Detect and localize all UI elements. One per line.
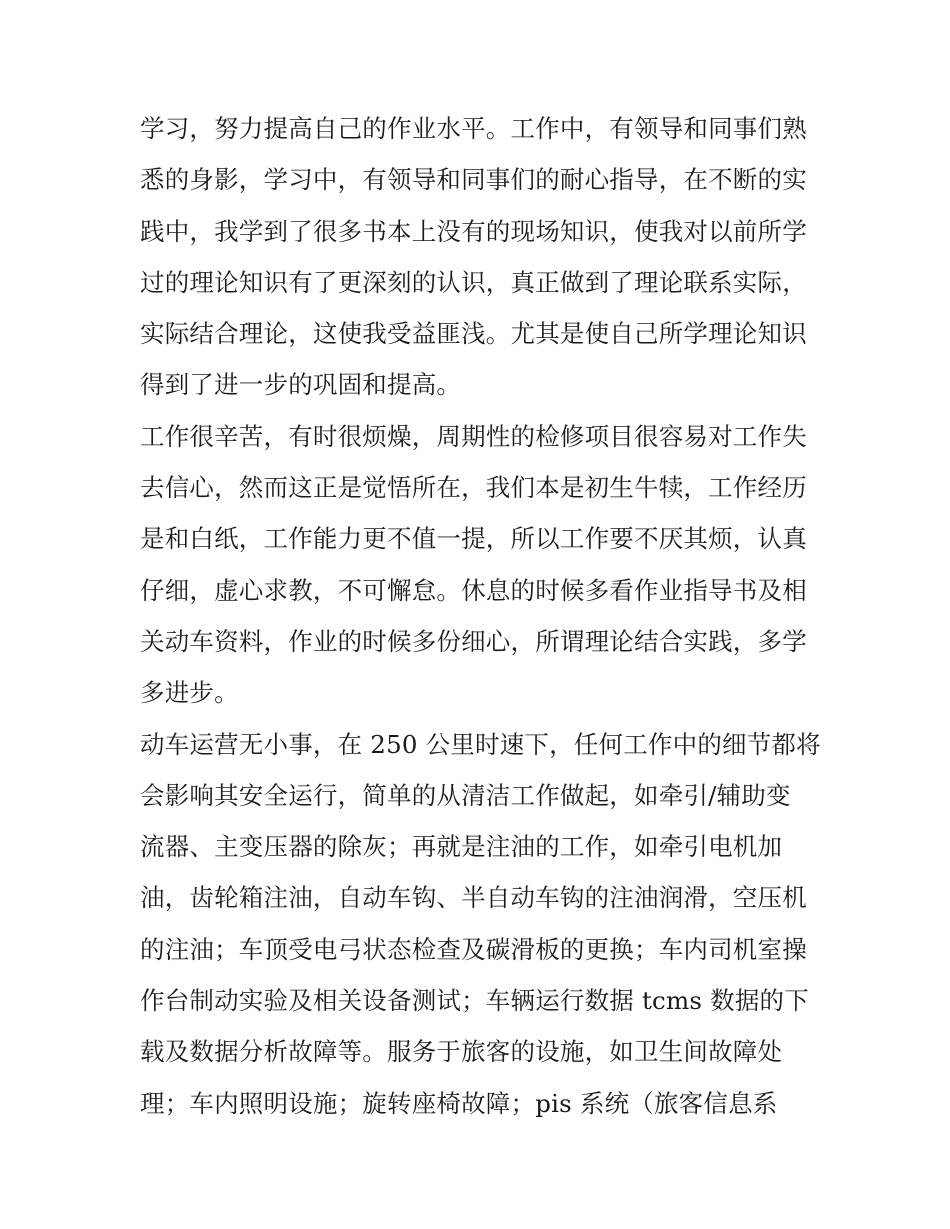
text-line: 理；车内照明设施；旋转座椅故障；pis 系统（旅客信息系 — [140, 1088, 778, 1118]
text-line: 过的理论知识有了更深刻的认识，真正做到了理论联系实际， — [140, 267, 807, 297]
text-line: 是和白纸，工作能力更不值一提，所以工作要不厌其烦，认真 — [140, 524, 807, 554]
text-line: 会影响其安全运行，简单的从清洁工作做起，如牵引/辅助变 — [140, 780, 791, 810]
text-line: 载及数据分析故障等。服务于旅客的设施，如卫生间故障处 — [140, 1037, 783, 1067]
text-line: 流器、主变压器的除灰；再就是注油的工作，如牵引电机加 — [140, 832, 783, 862]
text-line: 实际结合理论，这使我受益匪浅。尤其是使自己所学理论知识 — [140, 319, 807, 349]
text-line: 油，齿轮箱注油，自动车钩、半自动车钩的注油润滑，空压机 — [140, 883, 807, 913]
text-line: 悉的身影，学习中，有领导和同事们的耐心指导，在不断的实 — [140, 165, 807, 195]
text-line: 作台制动实验及相关设备测试；车辆运行数据 tcms 数据的下 — [140, 986, 809, 1016]
text-line: 动车运营无小事，在 250 公里时速下，任何工作中的细节都将 — [140, 729, 821, 759]
text-line: 的注油；车顶受电弓状态检查及碳滑板的更换；车内司机室操 — [140, 934, 807, 964]
body-text — [140, 103, 820, 1129]
text-line: 得到了进一步的巩固和提高。 — [140, 370, 462, 400]
text-line: 学习，努力提高自己的作业水平。工作中，有领导和同事们熟 — [140, 114, 807, 143]
text-line: 仔细，虚心求教，不可懈怠。休息的时候多看作业指导书及相 — [140, 575, 807, 605]
text-line: 关动车资料，作业的时候多份细心，所谓理论结合实践，多学 — [140, 626, 807, 656]
text-line: 践中，我学到了很多书本上没有的现场知识，使我对以前所学 — [140, 216, 807, 246]
text-line: 工作很辛苦，有时很烦燥，周期性的检修项目很容易对工作失 — [140, 421, 807, 451]
text-line: 去信心，然而这正是觉悟所在，我们本是初生牛犊，工作经历 — [140, 473, 807, 503]
text-line: 多进步。 — [140, 678, 239, 708]
